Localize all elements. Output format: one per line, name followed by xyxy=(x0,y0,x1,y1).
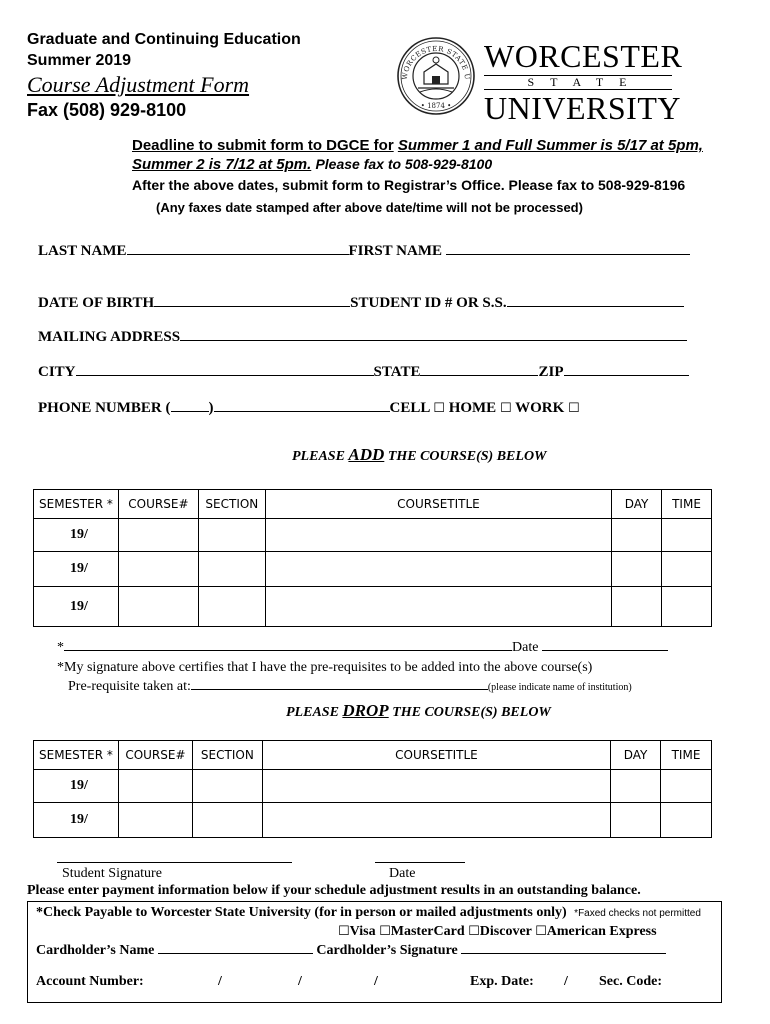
header-time: TIME xyxy=(662,490,712,519)
time-cell[interactable] xyxy=(661,803,712,838)
term: Summer 2019 xyxy=(27,52,132,69)
title-cell[interactable] xyxy=(265,552,611,587)
day-cell[interactable] xyxy=(612,552,662,587)
discover-checkbox-icon[interactable]: ☐ xyxy=(468,924,480,939)
title-cell[interactable] xyxy=(262,770,610,803)
signature-row xyxy=(57,640,668,656)
form-title: Course Adjustment Form xyxy=(27,72,250,97)
home-checkbox-icon[interactable]: ☐ xyxy=(499,401,512,416)
add-heading-pre: PLEASE xyxy=(292,449,349,464)
cell-label: CELL xyxy=(389,400,430,416)
header-title: COURSETITLE xyxy=(265,490,611,519)
section-cell[interactable] xyxy=(192,803,262,838)
work-checkbox-icon[interactable]: ☐ xyxy=(568,401,580,416)
cardholder-signature-label: Cardholder’s Signature xyxy=(316,943,458,958)
add-course-table xyxy=(33,489,712,627)
signature-date-label: Date xyxy=(512,640,539,655)
mailing-row xyxy=(38,329,687,346)
section-cell[interactable] xyxy=(198,587,265,627)
day-cell[interactable] xyxy=(612,587,662,627)
drop-heading-post: THE COURSE(S) BELOW xyxy=(388,705,551,720)
header-semester: SEMESTER * xyxy=(34,490,119,519)
last-name-label: LAST NAME xyxy=(38,243,127,259)
mailing-field[interactable] xyxy=(180,340,687,341)
deadline-note: (Any faxes date stamped after above date/time will not be processed) xyxy=(156,200,583,215)
phone-label: PHONE NUMBER ( xyxy=(38,400,171,416)
sec-code-label: Sec. Code: xyxy=(599,974,662,989)
time-cell[interactable] xyxy=(662,519,712,552)
header-course: COURSE# xyxy=(118,490,198,519)
drop-heading-pre: PLEASE xyxy=(286,705,343,720)
student-date-line[interactable] xyxy=(375,862,465,863)
fax-number: Fax (508) 929-8100 xyxy=(27,100,187,120)
dob-field[interactable] xyxy=(154,306,350,307)
drop-course-table xyxy=(33,740,712,838)
university-wordmark xyxy=(484,38,683,126)
signature-date-field[interactable] xyxy=(542,650,668,651)
dob-label: DATE OF BIRTH xyxy=(38,295,155,311)
course-cell[interactable] xyxy=(118,519,198,552)
area-code-field[interactable] xyxy=(171,411,209,412)
first-name-label: FIRST NAME xyxy=(348,243,442,259)
add-table-header xyxy=(34,490,712,519)
deadline-line-1 xyxy=(132,137,703,155)
mastercard-label: MasterCard xyxy=(390,924,465,939)
dept-name: Graduate and Continuing Education xyxy=(27,31,301,48)
day-cell[interactable] xyxy=(612,519,662,552)
state-field[interactable] xyxy=(420,375,538,376)
title-cell[interactable] xyxy=(265,519,611,552)
cardholder-name-label: Cardholder’s Name xyxy=(36,943,155,958)
zip-label: ZIP xyxy=(538,364,564,380)
section-cell[interactable] xyxy=(198,552,265,587)
header-section: SECTION xyxy=(192,741,262,770)
course-cell[interactable] xyxy=(118,552,198,587)
prereq-row xyxy=(68,679,632,695)
phone-field[interactable] xyxy=(214,411,390,412)
prereq-label: Pre-requisite taken at: xyxy=(68,679,191,694)
account-label: Account Number: xyxy=(36,974,144,989)
section-cell[interactable] xyxy=(192,770,262,803)
signature-field[interactable] xyxy=(64,650,512,651)
zip-field[interactable] xyxy=(564,375,689,376)
student-signature-label: Student Signature xyxy=(62,866,162,881)
cardholder-signature-field[interactable] xyxy=(461,953,666,954)
header-semester: SEMESTER * xyxy=(34,741,119,770)
seal-text: WORCESTER STATE U xyxy=(400,44,472,81)
header-section: SECTION xyxy=(198,490,265,519)
home-label: HOME xyxy=(448,400,497,416)
city-label: CITY xyxy=(38,364,76,380)
header-time: TIME xyxy=(661,741,712,770)
city-field[interactable] xyxy=(76,375,374,376)
title-cell[interactable] xyxy=(262,803,610,838)
table-row xyxy=(34,587,712,627)
card-types xyxy=(338,924,657,940)
signature-star: * xyxy=(57,640,64,655)
payment-intro: Please enter payment information below if your schedule adjustment results in an outstanding balance. xyxy=(27,883,641,898)
drop-heading-key: DROP xyxy=(342,701,389,720)
table-row xyxy=(34,803,712,838)
name-row xyxy=(38,243,690,260)
deadline-summer1: Summer 1 and Full Summer is 5/17 at 5pm, xyxy=(397,137,703,154)
visa-label: Visa xyxy=(349,924,376,939)
course-cell[interactable] xyxy=(118,770,192,803)
student-signature-line[interactable] xyxy=(57,862,292,863)
wordmark-state: STATE xyxy=(484,75,672,90)
deadline-line-2 xyxy=(132,155,492,174)
check-payable-note xyxy=(36,905,701,921)
prereq-note: (please indicate name of institution) xyxy=(487,682,632,693)
deadline-registrar: After the above dates, submit form to Registrar’s Office. Please fax to 508-929-8196 xyxy=(132,177,686,193)
exp-date-label: Exp. Date: xyxy=(470,974,534,989)
table-row xyxy=(34,770,712,803)
state-label: STATE xyxy=(373,364,421,380)
header-day: DAY xyxy=(612,490,662,519)
work-label: WORK xyxy=(515,400,565,416)
discover-label: Discover xyxy=(479,924,532,939)
semester-cell[interactable]: 19/ xyxy=(34,803,119,838)
table-row xyxy=(34,519,712,552)
first-name-field[interactable] xyxy=(446,254,690,255)
student-id-field[interactable] xyxy=(507,306,684,307)
deadline-summer2: Summer 2 is 7/12 at 5pm. xyxy=(132,156,312,173)
table-row xyxy=(34,552,712,587)
day-cell[interactable] xyxy=(611,770,661,803)
time-cell[interactable] xyxy=(661,770,712,803)
deadline-fax: Please fax to 508-929-8100 xyxy=(315,156,493,172)
account-slash-3: / xyxy=(374,974,378,989)
cardholder-row xyxy=(36,943,666,959)
semester-cell[interactable]: 19/ xyxy=(34,552,119,587)
last-name-field[interactable] xyxy=(127,254,349,255)
student-date-label: Date xyxy=(389,866,416,881)
course-cell[interactable] xyxy=(118,587,198,627)
city-row xyxy=(38,364,689,381)
course-cell[interactable] xyxy=(118,803,192,838)
time-cell[interactable] xyxy=(662,552,712,587)
wordmark-university: UNIVERSITY xyxy=(484,90,681,126)
mailing-label: MAILING ADDRESS xyxy=(38,329,181,345)
drop-heading xyxy=(286,701,551,721)
add-heading-post: THE COURSE(S) BELOW xyxy=(384,449,547,464)
header-title: COURSETITLE xyxy=(262,741,610,770)
wordmark-worcester: WORCESTER xyxy=(484,38,683,74)
phone-paren: ) xyxy=(208,400,214,416)
semester-cell[interactable]: 19/ xyxy=(34,770,119,803)
seal-year: • 1874 • xyxy=(420,102,452,110)
time-cell[interactable] xyxy=(662,587,712,627)
drop-table-header xyxy=(34,741,712,770)
payment-box xyxy=(27,901,722,1003)
faxed-note: *Faxed checks not permitted xyxy=(574,908,701,919)
university-seal-icon xyxy=(396,36,476,116)
check-text: *Check Payable to Worcester State University (for in person or mailed adjustments only) xyxy=(36,905,567,920)
amex-checkbox-icon[interactable]: ☐ xyxy=(535,924,547,939)
header-course: COURSE# xyxy=(118,741,192,770)
day-cell[interactable] xyxy=(611,803,661,838)
add-heading xyxy=(292,445,547,465)
deadline-lead: Deadline to submit form to DGCE for xyxy=(132,137,394,154)
cell-checkbox-icon[interactable]: ☐ xyxy=(433,401,445,416)
prereq-field[interactable] xyxy=(191,689,488,690)
semester-cell[interactable]: 19/ xyxy=(34,587,119,627)
signature-certification: *My signature above certifies that I have the pre-requisites to be added into the above course(s) xyxy=(57,660,593,675)
add-heading-key: ADD xyxy=(348,445,385,464)
visa-checkbox-icon[interactable]: ☐ xyxy=(338,924,350,939)
header-day: DAY xyxy=(611,741,661,770)
mastercard-checkbox-icon[interactable]: ☐ xyxy=(379,924,391,939)
student-id-label: STUDENT ID # OR S.S. xyxy=(350,295,507,311)
semester-cell[interactable]: 19/ xyxy=(34,519,119,552)
amex-label: American Express xyxy=(546,924,657,939)
account-slash-2: / xyxy=(298,974,302,989)
phone-row xyxy=(38,400,580,417)
cardholder-name-field[interactable] xyxy=(158,953,313,954)
exp-slash: / xyxy=(564,974,568,989)
account-slash-1: / xyxy=(218,974,222,989)
section-cell[interactable] xyxy=(198,519,265,552)
dob-row xyxy=(38,295,684,312)
title-cell[interactable] xyxy=(265,587,611,627)
